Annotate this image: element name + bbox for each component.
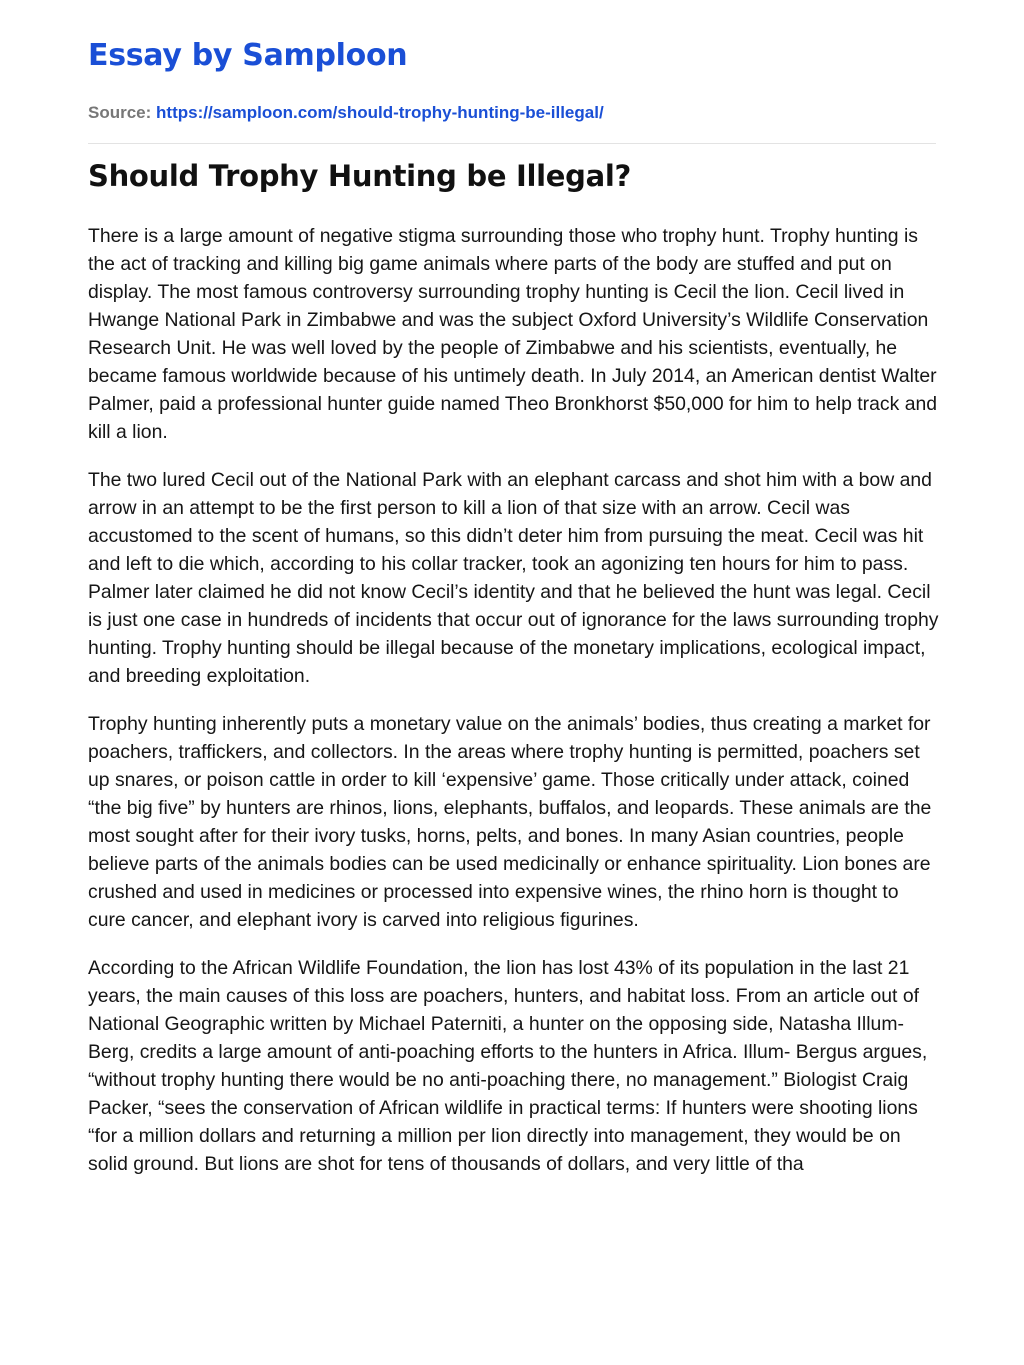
source-line: [88, 102, 604, 124]
essay-paragraph: There is a large amount of negative stigma surrounding those who trophy hunt. Trophy hunting is the act of tracking and killing big game animals where parts of the body are stuffed and put on display. The most famous controversy surrounding trophy hunting is Cecil the lion. Cecil lived in Hwange National Park in Zimbabwe and was the subject Oxford University’s Wildlife Conservation Research Unit. He was well loved by the people of Zimbabwe and his scientists, eventually, he became famous worldwide because of his untimely death. In July 2014, an American dentist Walter Palmer, paid a professional hunter guide named Theo Bronkhorst $50,000 for him to help track and kill a lion.: [88, 225, 938, 443]
essay-paragraph: Trophy hunting inherently puts a monetary value on the animals’ bodies, thus creating a market for poachers, traffickers, and collectors. In the areas where trophy hunting is permitted, poachers set up snares, or poison cattle in order to kill ‘expensive’ game. Those critically under attack, coined “the big five” by hunters are rhinos, lions, elephants, buffalos, and leopards. These animals are the most sought after for their ivory tusks, horns, pelts, and bones. In many Asian countries, people believe parts of the animals bodies can be used medicinally or enhance spirituality. Lion bones are crushed and used in medicines or processed into expensive wines, the rhino horn is thought to cure cancer, and elephant ivory is carved into religious figurines.: [88, 713, 932, 931]
essay-page: [88, 0, 938, 1365]
source-link[interactable]: https://samploon.com/should-trophy-hunting-be-illegal/: [156, 103, 604, 122]
brand-title: Essay by Samploon: [88, 38, 408, 73]
source-label: Source:: [88, 103, 152, 122]
essay-body: [88, 222, 940, 1198]
essay-paragraph: The two lured Cecil out of the National Park with an elephant carcass and shot him with a bow and arrow in an attempt to be the first person to kill a lion of that size with an arrow. Cecil was accustomed to the scent of humans, so this didn’t deter him from pursuing the meat. Cecil was hit and left to die which, according to his collar tracker, took an agonizing ten hours for him to pass. Palmer later claimed he did not know Cecil’s identity and that he believed the hunt was legal. Cecil is just one case in hundreds of incidents that occur out of ignorance for the laws surrounding trophy hunting. Trophy hunting should be illegal because of the monetary implications, ecological impact, and breeding exploitation.: [88, 469, 939, 687]
essay-paragraph: According to the African Wildlife Foundation, the lion has lost 43% of its population in the last 21 years, the main causes of this loss are poachers, hunters, and habitat loss. From an article out of National Geographic written by Michael Paterniti, a hunter on the opposing side, Natasha Illum-Berg, credits a large amount of anti-poaching efforts to the hunters in Africa. Illum- Bergus argues, “without trophy hunting there would be no anti-poaching there, no management.” Biologist Craig Packer, “sees the conservation of African wildlife in practical terms: If hunters were shooting lions “for a million dollars and returning a million per lion directly into management, they would be on solid ground. But lions are shot for tens of thousands of dollars, and very little of tha: [88, 957, 928, 1175]
essay-title: Should Trophy Hunting be Illegal?: [88, 159, 632, 193]
header-divider: [88, 143, 936, 144]
